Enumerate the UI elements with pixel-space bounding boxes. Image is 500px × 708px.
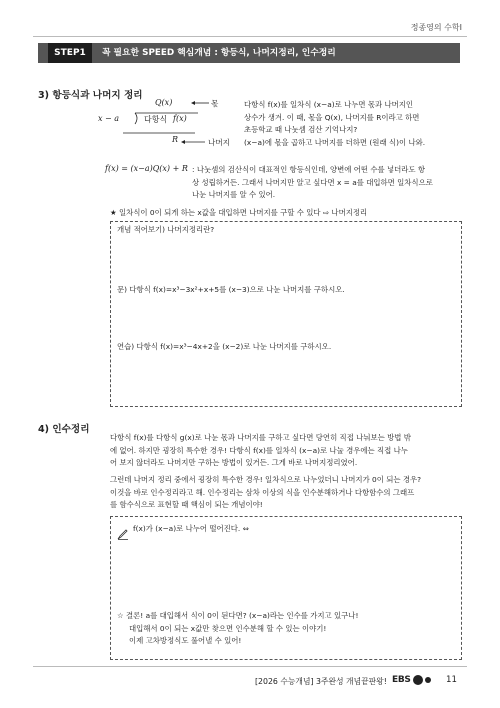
label-remainder: 나머지 bbox=[208, 138, 231, 147]
conclusion bbox=[117, 610, 358, 648]
identity-formula: f(x) = (x−a)Q(x) + R bbox=[105, 164, 188, 173]
intro-line: 상수가 생겨. 이 때, 몫을 Q(x), 나머지를 R이라고 하면 bbox=[244, 112, 420, 122]
conclusion-line: 이제 고차방정식도 풀어낼 수 있어! bbox=[129, 636, 242, 646]
section-4-title: 4) 인수정리 bbox=[38, 424, 90, 435]
identity-line: : 나눗셈의 검산식이 대표적인 항등식인데, 양변에 어떤 수를 넣더라도 항 bbox=[192, 165, 426, 174]
intro-line: 다항식 f(x)를 일차식 (x−a)로 나누면 몫과 나머지인 bbox=[244, 100, 414, 109]
footer-series: [2026 수능개념] 3주완성 개념끝판왕! bbox=[255, 677, 387, 686]
ebs-logo-text: EBS bbox=[392, 675, 411, 685]
para-line: 에 없어. 하지만 굉장히 특수한 경우! 다항식 f(x)를 일차식 (x−a)로 나눌 경우에는 직접 나누 bbox=[110, 445, 408, 455]
conclusion-line: 대입해서 0이 되는 x값만 찾으면 인수분해 할 수 있는 이야기! bbox=[129, 623, 327, 633]
para-line: 어 보지 않더라도 나머지만 구하는 방법이 있거든. 그게 바로 나머지정리였어. bbox=[110, 458, 358, 468]
remainder-theorem-box bbox=[110, 221, 462, 407]
intro-line: 초등학교 때 나눗셈 검산 기억나지? bbox=[244, 125, 358, 135]
para-line: 이것을 바로 인수정리라고 해. 인수정리는 삼차 이상의 식을 인수분해하거나 다항함수의 그래프 bbox=[110, 487, 415, 497]
identity-explanation bbox=[192, 164, 468, 202]
para-line: 를 함수식으로 표현할 때 핵심이 되는 개념이야! bbox=[110, 500, 263, 510]
para-line: 그런데 나머지 정리 중에서 굉장히 특수한 경우! 일차식으로 나누었더니 나머지가 0이 되는 경우? bbox=[110, 475, 422, 484]
factor-theorem-box bbox=[110, 516, 462, 660]
header-rule bbox=[33, 36, 467, 37]
conclusion-line: ☆ 결론! a를 대입해서 식이 0이 된다면? (x−a)라는 인수를 가지고 있구나! bbox=[117, 611, 359, 620]
long-division-diagram bbox=[98, 98, 240, 148]
star-note: ★ 일차식이 0이 되게 하는 x값을 대입하면 나머지를 구할 수 있다 ⇨ 나머지정리 bbox=[110, 208, 368, 217]
ebs-logo-circle-icon bbox=[413, 675, 423, 685]
problem-text: 문) 다항식 f(x)=x³−3x²+x+5를 (x−3)으로 나눈 나머지를 구하시오. bbox=[117, 285, 345, 294]
factor-prompt: f(x)가 (x−a)로 나누어 떨어진다. ⇔ bbox=[133, 524, 249, 533]
remainder: R bbox=[172, 135, 179, 144]
intro-line: (x−a)에 몫을 곱하고 나머지를 더하면 (원래 식)이 나와. bbox=[244, 137, 426, 147]
dividend-text: 다항식 bbox=[144, 115, 168, 124]
identity-line: 상 성립하거든. 그래서 나머지만 알고 싶다면 x = a를 대입하면 일차식으로 bbox=[192, 177, 433, 187]
section-4-para-2 bbox=[110, 474, 462, 512]
section-3-intro bbox=[244, 99, 466, 149]
ebs-logo bbox=[392, 673, 431, 687]
footer-rule bbox=[33, 666, 467, 667]
quotient: Q(x) bbox=[155, 98, 173, 107]
ebs-logo-dot-icon bbox=[425, 677, 431, 683]
step-title: 꼭 필요한 SPEED 핵심개념 : 항등식, 나머지정리, 인수정리 bbox=[102, 48, 336, 58]
label-quotient: 몫 bbox=[211, 99, 219, 108]
pen-icon bbox=[117, 525, 129, 537]
divisor: x − a bbox=[98, 114, 120, 123]
step-badge: STEP1 bbox=[48, 43, 92, 63]
page-number: 11 bbox=[446, 675, 457, 685]
concept-prompt: 개념 적어보기) 나머지정리란? bbox=[117, 225, 215, 234]
identity-line: 나눈 나머지를 알 수 있어. bbox=[192, 190, 276, 200]
para-line: 다항식 f(x)를 다항식 g(x)로 나눈 몫과 나머지를 구하고 싶다면 당연히 직접 나눠보는 방법 밖 bbox=[110, 433, 411, 442]
dividend-fx: f(x) bbox=[173, 114, 187, 123]
header-book-title: 정종영의 수학Ⅰ bbox=[410, 23, 462, 32]
section-4-para-1 bbox=[110, 432, 462, 470]
section-3-title: 3) 항등식과 나머지 정리 bbox=[38, 90, 143, 101]
practice-text: 연습) 다항식 f(x)=x³−4x+2을 (x−2)로 나눈 나머지를 구하시오. bbox=[117, 342, 332, 351]
step-bar bbox=[38, 43, 460, 63]
